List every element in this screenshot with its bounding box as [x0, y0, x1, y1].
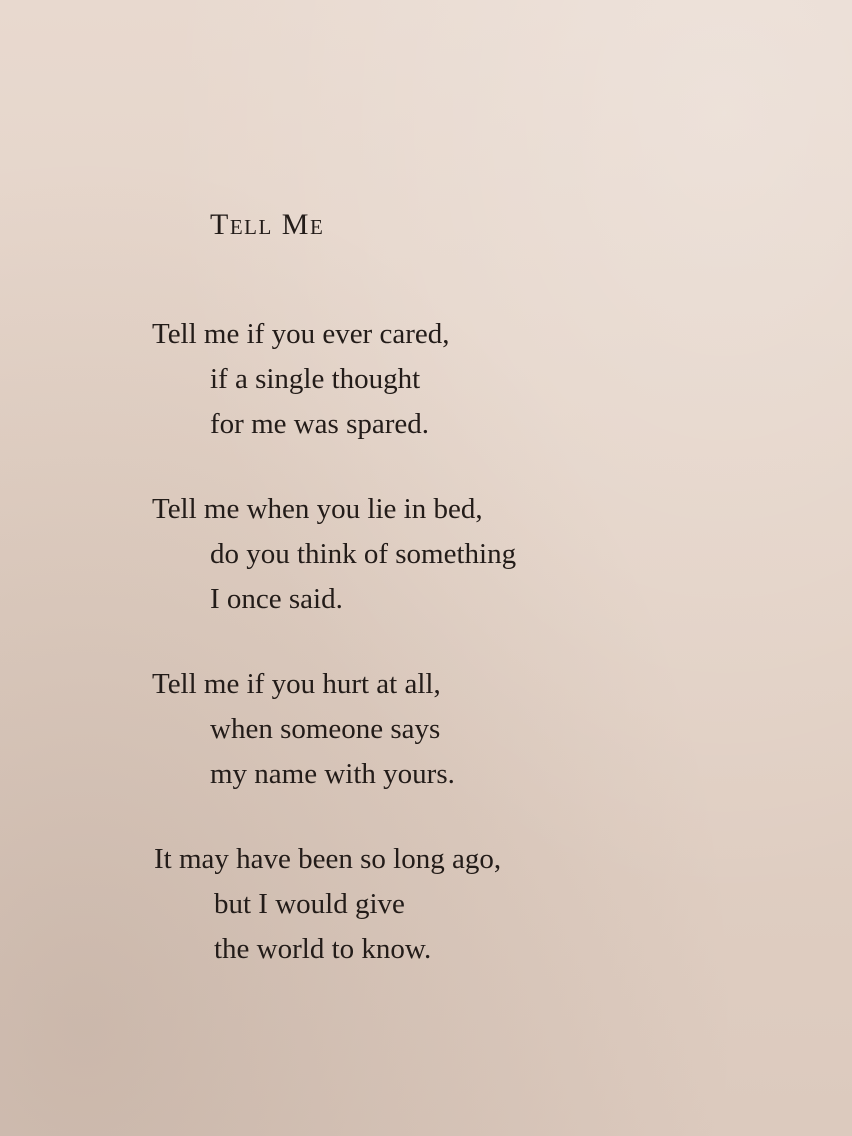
poem-line: the world to know. — [214, 933, 432, 965]
poem-line: but I would give — [214, 888, 405, 920]
poem-line: my name with yours. — [210, 758, 455, 790]
poem-line: Tell me if you hurt at all, — [152, 668, 441, 700]
poem-line: for me was spared. — [210, 408, 430, 440]
poem-line: Tell me when you lie in bed, — [152, 493, 483, 525]
stanza-1 — [152, 312, 450, 447]
stanza-4 — [154, 837, 501, 972]
poem-line: do you think of something — [210, 538, 517, 570]
poem-line: It may have been so long ago, — [154, 843, 502, 875]
poem-line: Tell me if you ever cared, — [152, 318, 450, 350]
stanza-3 — [152, 662, 455, 797]
stanza-2 — [152, 487, 516, 622]
poem-line: I once said. — [210, 583, 343, 615]
poem-line: when someone says — [210, 713, 441, 745]
poem-title: Tell Me — [210, 208, 325, 241]
poem-line: if a single thought — [210, 363, 421, 395]
